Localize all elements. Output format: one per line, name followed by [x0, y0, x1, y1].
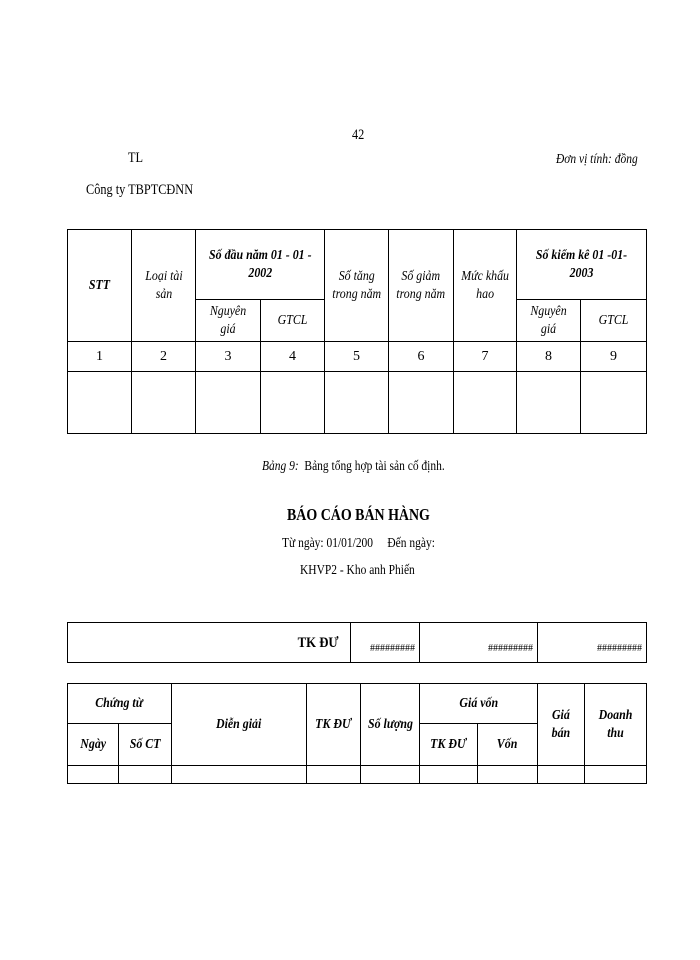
header-ngay: Ngày: [68, 724, 119, 766]
header-so-ct: Số CT: [119, 724, 172, 766]
header-loai-tai-san: Loại tài sản: [132, 230, 196, 342]
report-date-range: Từ ngày: 01/01/200 Đến ngày:: [282, 536, 435, 551]
tk-du-value: #########: [420, 623, 538, 663]
column-number: 7: [454, 342, 517, 372]
header-gtcl-dau-nam: GTCL: [261, 300, 325, 342]
empty-cell: [517, 372, 581, 434]
column-number: 1: [68, 342, 132, 372]
company-name: Công ty TBPTCĐNN: [86, 182, 194, 198]
header-gia-von-tk-du: TK ĐƯ: [420, 724, 478, 766]
header-gia-von: Giá vốn: [420, 684, 538, 724]
empty-cell: [172, 766, 307, 784]
header-doanh-thu: Doanh thu: [585, 684, 647, 766]
empty-cell: [538, 766, 585, 784]
report-title: BÁO CÁO BÁN HÀNG: [287, 505, 430, 524]
header-muc-khau-hao: Mức khấu hao: [454, 230, 517, 342]
empty-cell: [119, 766, 172, 784]
report-warehouse: KHVP2 - Kho anh Phiến: [300, 563, 415, 578]
caption-text: Bảng tổng hợp tài sản cố định.: [304, 459, 445, 474]
tk-du-value: #########: [538, 623, 647, 663]
column-number: 8: [517, 342, 581, 372]
column-number: 9: [581, 342, 647, 372]
header-tl: TL: [128, 150, 144, 166]
empty-cell: [420, 766, 478, 784]
empty-cell: [585, 766, 647, 784]
unit-label: Đơn vị tính: đồng: [556, 152, 638, 167]
caption-label: Bảng 9:: [262, 459, 299, 474]
header-von: Vốn: [478, 724, 538, 766]
tk-du-label: TK ĐƯ: [68, 623, 351, 663]
header-stt: STT: [68, 230, 132, 342]
column-number-row: [68, 342, 647, 372]
column-number: 6: [389, 342, 454, 372]
empty-cell: [68, 766, 119, 784]
header-gtcl-kiem-ke: GTCL: [581, 300, 647, 342]
header-so-kiem-ke: Số kiểm kê 01 -01- 2003: [517, 230, 647, 300]
empty-cell: [132, 372, 196, 434]
empty-cell: [389, 372, 454, 434]
header-so-giam: Số giảm trong năm: [389, 230, 454, 342]
header-nguyen-gia-dau-nam: Nguyên giá: [196, 300, 261, 342]
header-gia-ban: Giá bán: [538, 684, 585, 766]
header-nguyen-gia-kiem-ke: Nguyên giá: [517, 300, 581, 342]
column-number: 4: [261, 342, 325, 372]
tk-du-value: #########: [351, 623, 420, 663]
header-tk-du: TK ĐƯ: [307, 684, 361, 766]
header-dien-giai: Diễn giải: [172, 684, 307, 766]
sales-report-table: [67, 683, 647, 784]
header-chung-tu: Chứng từ: [68, 684, 172, 724]
page-number: 42: [352, 127, 365, 143]
table-row: [68, 372, 647, 434]
header-so-tang: Số tăng trong năm: [325, 230, 389, 342]
empty-cell: [478, 766, 538, 784]
column-number: 2: [132, 342, 196, 372]
header-so-luong: Số lượng: [361, 684, 420, 766]
empty-cell: [454, 372, 517, 434]
empty-cell: [68, 372, 132, 434]
empty-cell: [261, 372, 325, 434]
empty-cell: [361, 766, 420, 784]
fixed-asset-summary-table: [67, 229, 647, 434]
empty-cell: [325, 372, 389, 434]
tk-du-summary-bar: [67, 622, 647, 663]
column-number: 5: [325, 342, 389, 372]
empty-cell: [581, 372, 647, 434]
table-row: [68, 766, 647, 784]
empty-cell: [196, 372, 261, 434]
header-so-dau-nam: Số đầu năm 01 - 01 - 2002: [196, 230, 325, 300]
empty-cell: [307, 766, 361, 784]
table-caption: [262, 459, 485, 475]
column-number: 3: [196, 342, 261, 372]
